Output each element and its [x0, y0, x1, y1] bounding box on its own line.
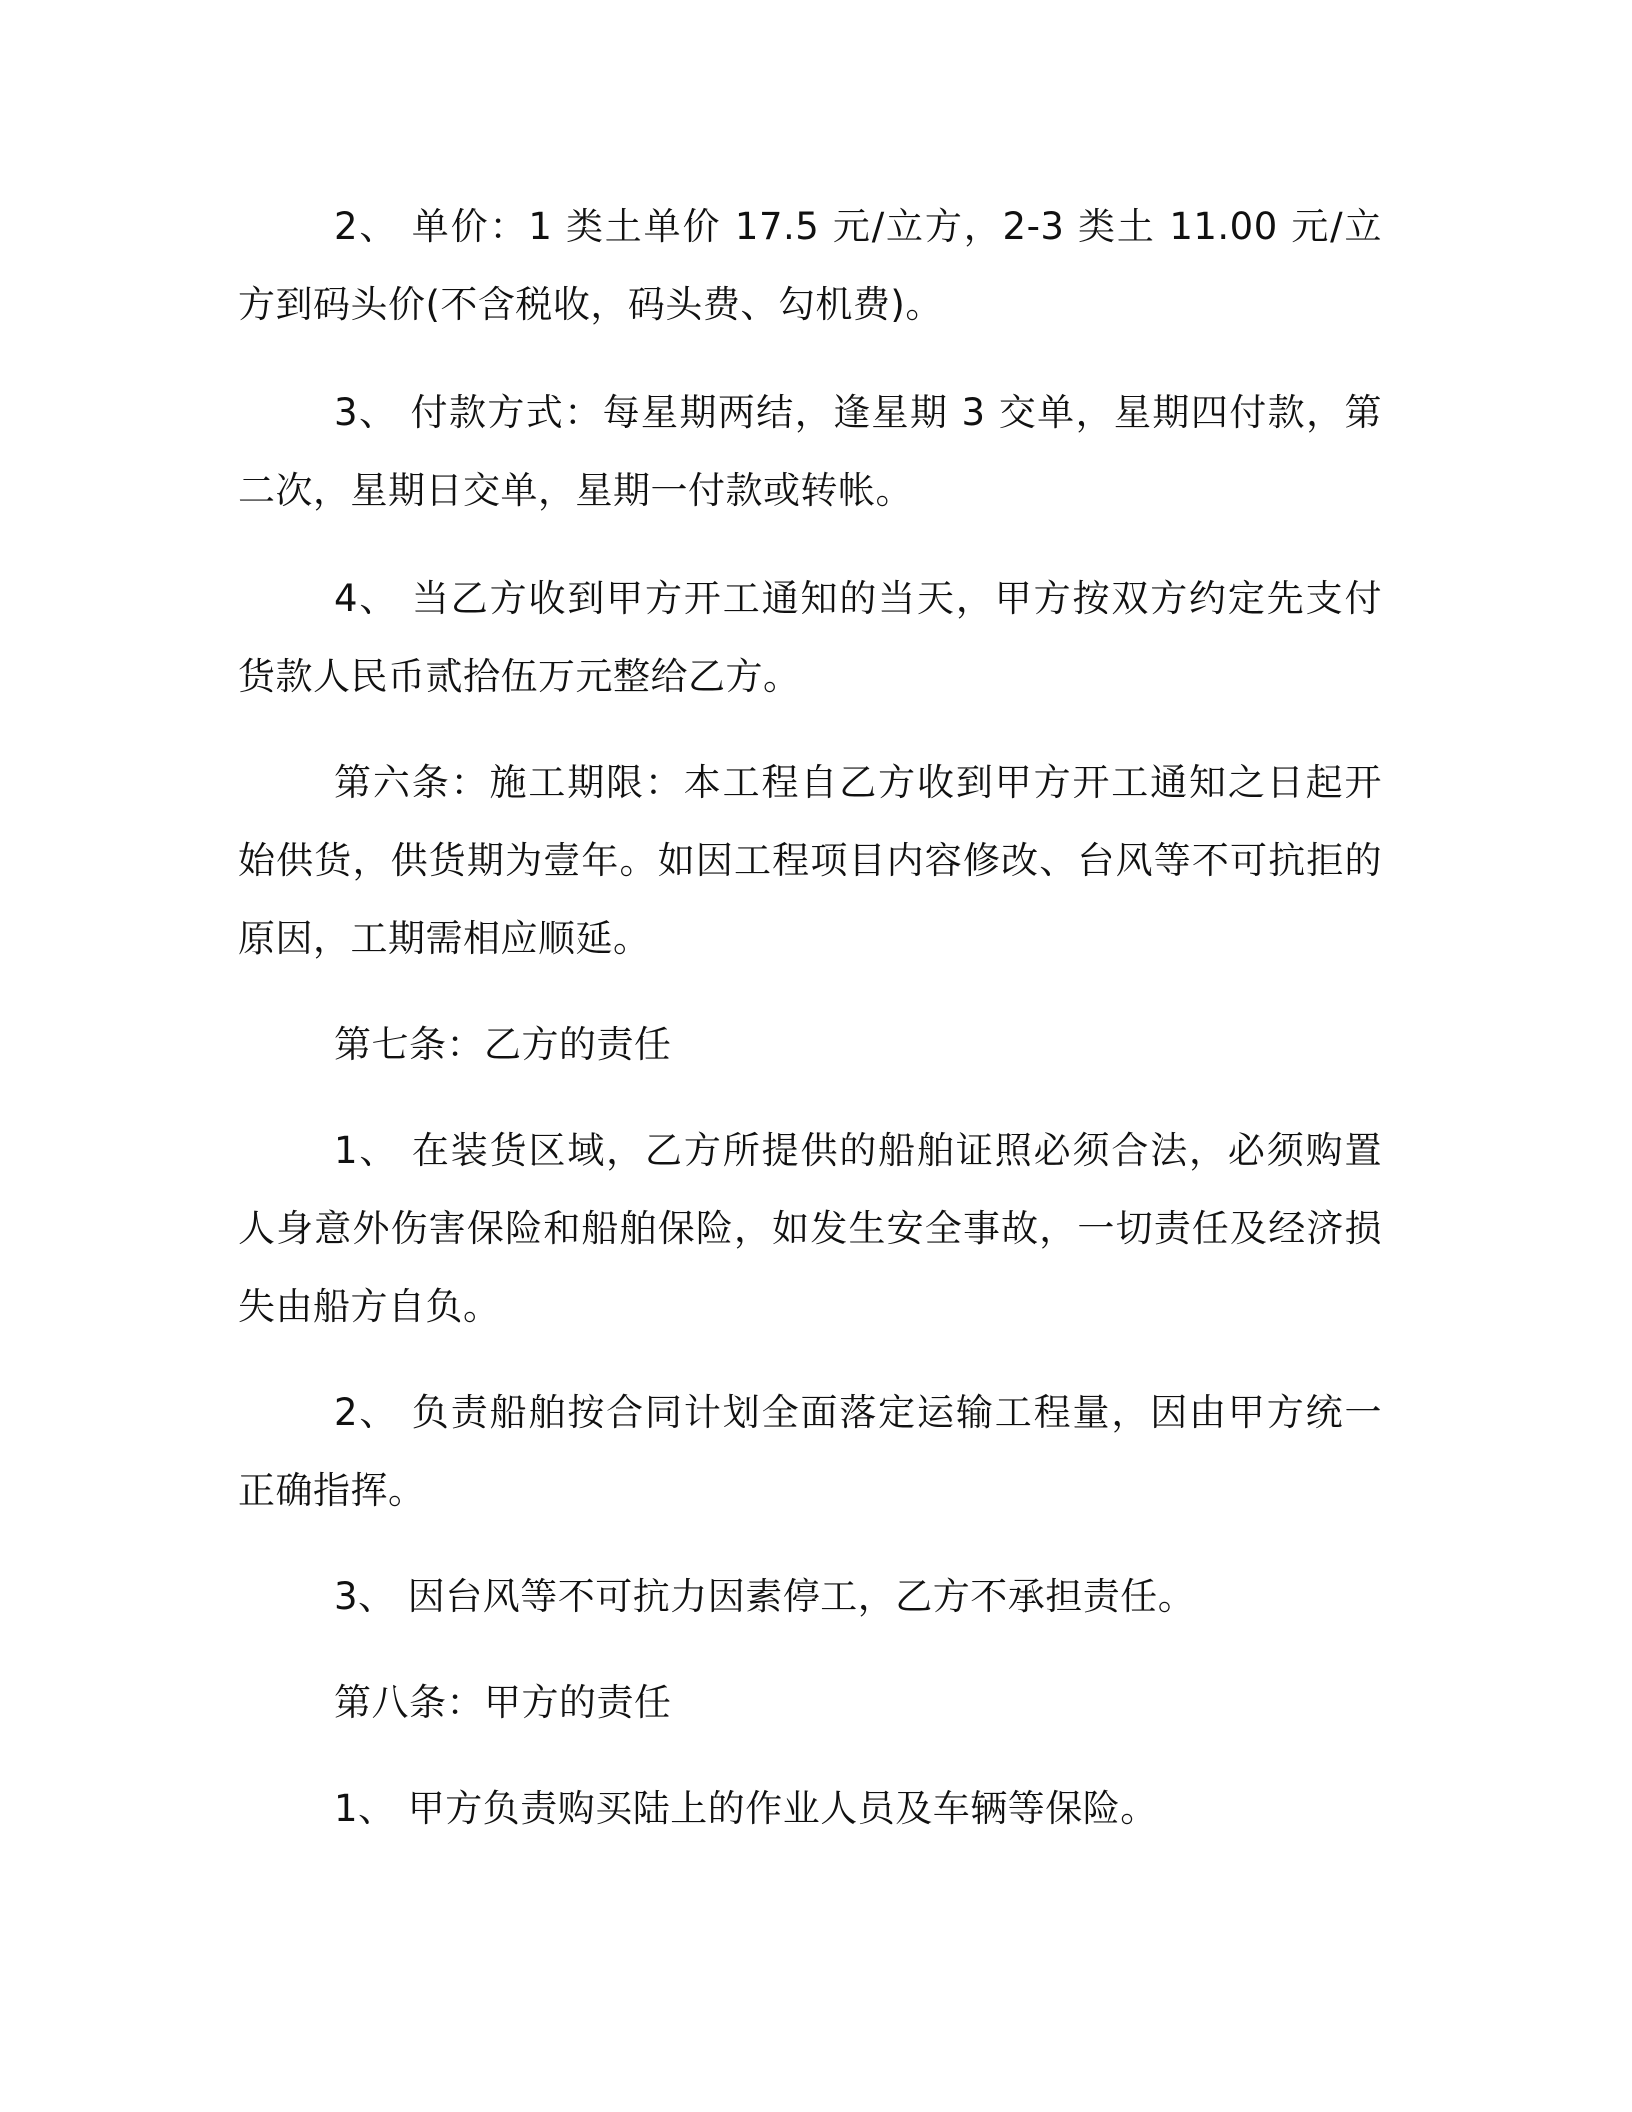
- paragraph-article-six: 第六条：施工期限：本工程自乙方收到甲方开工通知之日起开始供货，供货期为壹年。如因工程项目内容修改、台风等不可抗拒的原因，工期需相应顺延。: [238, 761, 1382, 960]
- heading-article-seven: 第七条：乙方的责任: [334, 1023, 672, 1066]
- paragraph-party-b-item-2: 2、 负责船舶按合同计划全面落定运输工程量，因由甲方统一正确指挥。: [238, 1391, 1382, 1512]
- document-body: [238, 188, 1382, 1876]
- heading-article-eight: 第八条：甲方的责任: [334, 1681, 672, 1724]
- paragraph-party-b-item-1: 1、 在装货区域，乙方所提供的船舶证照必须合法，必须购置人身意外伤害保险和船舶保险，如发生安全事故，一切责任及经济损失由船方自负。: [238, 1129, 1382, 1328]
- paragraph-party-a-item-1: 1、 甲方负责购买陆上的作业人员及车辆等保险。: [334, 1787, 1158, 1830]
- paragraph-payment-method: 3、 付款方式：每星期两结，逢星期 3 交单，星期四付款，第二次，星期日交单，星期一付款或转帐。: [238, 391, 1382, 512]
- paragraph-party-b-item-3: 3、 因台风等不可抗力因素停工，乙方不承担责任。: [334, 1575, 1196, 1618]
- paragraph-unit-price: 2、 单价：1 类土单价 17.5 元/立方，2-3 类土 11.00 元/立方到码头价(不含税收，码头费、勾机费)。: [238, 205, 1382, 326]
- paragraph-advance-payment: 4、 当乙方收到甲方开工通知的当天，甲方按双方约定先支付货款人民币贰拾伍万元整给乙方。: [238, 577, 1382, 698]
